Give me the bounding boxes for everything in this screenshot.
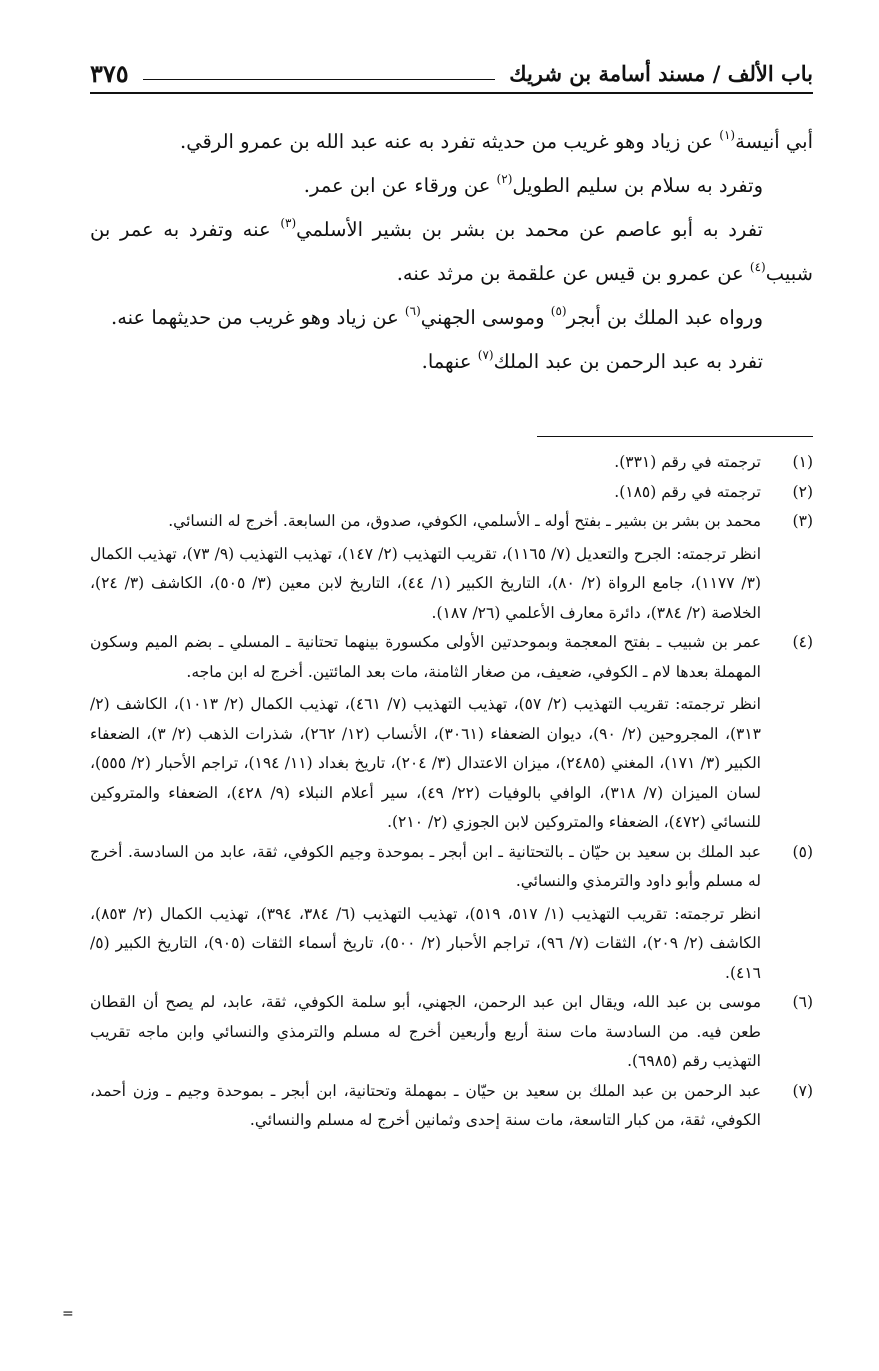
footnote-paragraph: انظر ترجمته: تقريب التهذيب (١/ ٥١٧، ٥١٩)، تهذيب التهذيب (٦/ ٣٨٤، ٣٩٤)، تهذيب الكمال (٢/ ٨٥٣)، الكاشف (٢/ ٢٠٩)، الثقات (٧/ ٩٦)، تراجم الأحبار (٢/ ٥٠٠)، تاريخ أسماء الثقات (٩٠٥)، التاريخ الكبير (٥/ ٤١٦). [90,904,762,982]
margin-mark: = [62,1306,74,1322]
text-span: وتفرد به سلام بن سليم الطويل [512,174,763,197]
footnote-5 [90,838,813,989]
footnote-ref[interactable]: (٣) [280,216,297,230]
footnote-number: (١) [792,453,813,471]
main-paragraph-2 [90,164,813,208]
text-span: أبي أنيسة [735,130,813,153]
footnote-ref[interactable]: (٥) [550,304,567,318]
text-span: ورواه عبد الملك بن أبجر [566,306,763,329]
header-rule [143,79,496,80]
footnote-number: (٦) [792,993,813,1011]
footnote-body [90,507,761,628]
footnotes [90,448,813,1136]
footnote-ref[interactable]: (٧) [477,348,494,362]
footnote-body [90,448,761,478]
footnote-paragraph: محمد بن بشر بن بشير ـ بفتح أوله ـ الأسلمي، الكوفي، صدوق، من السابعة. أخرج له النسائي. [168,512,761,530]
footnote-ref[interactable]: (٢) [496,172,513,186]
footnote-paragraph: عبد الرحمن بن عبد الملك بن سعيد بن حيّان ـ بمهملة وتحتانية، ابن أبجر ـ بموحدة وجيم ـ وزن أحمد، الكوفي، ثقة، من كبار التاسعة، مات سنة إحدى وثمانين أخرج له مسلم والنسائي. [90,1081,761,1129]
main-paragraph-4 [90,296,813,340]
footnote-paragraph: عمر بن شبيب ـ بفتح المعجمة وبموحدتين الأولى مكسورة بينهما تحتانية ـ المسلي ـ بضم الميم وسكون المهملة بعدها لام ـ الكوفي، ضعيف، من صغار الثامنة، مات بعد المائتين. أخرج له ابن ماجه. [90,633,761,681]
footnote-6 [90,988,813,1077]
text-span: تفرد به عبد الرحمن بن عبد الملك [493,350,763,373]
footnote-number: (٢) [792,482,813,501]
footnote-separator [537,436,813,437]
text-span: عن زياد وهو غريب من حديثهما عنه. [111,306,405,329]
main-paragraph-3 [90,208,813,296]
footnote-ref[interactable]: (٦) [404,304,421,318]
footnote-body [90,478,761,508]
running-header [90,52,813,94]
footnote-paragraph: عبد الملك بن سعيد بن حيّان ـ بالتحتانية ـ ابن أبجر ـ بموحدة وجيم الكوفي، ثقة، عابد من السادسة. أخرج له مسلم وأبو داود والترمذي والنسائي. [90,842,761,890]
text-span: تفرد به أبو عاصم عن محمد بن بشر بن بشير الأسلمي [296,218,763,241]
footnote-1 [90,448,813,478]
main-paragraph-1 [90,120,813,164]
header-title: باب الألف / مسند أسامة بن شريك [509,61,813,86]
footnote-paragraph: انظر ترجمته: الجرح والتعديل (٧/ ١١٦٥)، تقريب التهذيب (٢/ ١٤٧)، تهذيب التهذيب (٩/ ٧٣)، تهذيب الكمال (٣/ ١١٧٧)، جامع الرواة (٢/ ٨٠)، التاريخ الكبير (١/ ٤٤)، التاريخ لابن معين (٣/ ٥٠٥)، الكاشف (٣/ ٢٤)، الخلاصة (٢/ ٣٨٤)، دائرة معارف الأعلمي (٢٦/ ١٨٧). [90,544,762,622]
footnote-paragraph: ترجمته في رقم (١٨٥). [614,482,761,501]
main-text [90,120,813,384]
footnote-paragraph: موسى بن عبد الله، ويقال ابن عبد الرحمن، الجهني، أبو سلمة الكوفي، ثقة، عابد، لم يصح أن القطان طعن فيه. من السادسة مات سنة أربع وأربعين أخرج له مسلم والترمذي والنسائي وابن ماجه تقريب التهذيب رقم (٦٩٨٥). [90,993,761,1070]
text-span: عن زياد وهو غريب من حديثه تفرد به عنه عبد الله بن عمرو الرقي. [180,130,720,153]
footnote-number: (٥) [792,842,813,861]
footnote-number: (٧) [792,1081,813,1100]
footnote-paragraph: انظر ترجمته: تقريب التهذيب (٢/ ٥٧)، تهذيب التهذيب (٧/ ٤٦١)، تهذيب الكمال (٢/ ١٠١٣)، الكاشف (٢/ ٣١٣)، المجروحين (٢/ ٩٠)، ديوان الضعفاء (٣٠٦١)، الأنساب (١٢/ ٢٦٢)، شذرات الذهب (٢/ ٣)، الضعفاء الكبير (٣/ ١٧١)، المغني (٢٤٨٥)، ميزان الاعتدال (٣/ ٢٠٤)، تاريخ بغداد (١١/ ١٩٤)، تراجم الأحبار (٢/ ٥٥٥)، لسان الميزان (٧/ ٣١٨)، الوافي بالوفيات (٢٢/ ٤٩)، سير أعلام النبلاء (٩/ ٤٢٨)، الضعفاء والمتروكين للنسائي (٤٧٢)، الضعفاء والمتروكين لابن الجوزي (٢/ ٢١٠). [90,695,762,831]
footnote-number: (٤) [792,633,813,651]
footnote-ref[interactable]: (٤) [749,260,766,274]
footnote-7 [90,1077,813,1136]
text-span: عن ورقاء عن ابن عمر. [303,174,497,197]
footnote-ref[interactable]: (١) [719,128,736,142]
footnote-4 [90,628,813,838]
text-span: عنه وتفرد به عمر بن شبيب [90,218,813,285]
footnote-number: (٣) [792,512,813,530]
text-span: عنهما. [421,350,478,373]
footnote-body [90,838,761,989]
page-number: ٣٧٥ [90,59,129,88]
footnote-2 [90,478,813,508]
footnote-body [90,988,761,1077]
footnote-paragraph: ترجمته في رقم (٣٣١). [614,453,761,471]
footnote-body [90,628,761,838]
footnote-body [90,1077,761,1136]
main-paragraph-5 [90,340,813,384]
text-span: عن عمرو بن قيس عن علقمة بن مرثد عنه. [396,262,750,285]
footnote-3 [90,507,813,628]
text-span: وموسى الجهني [420,306,551,329]
